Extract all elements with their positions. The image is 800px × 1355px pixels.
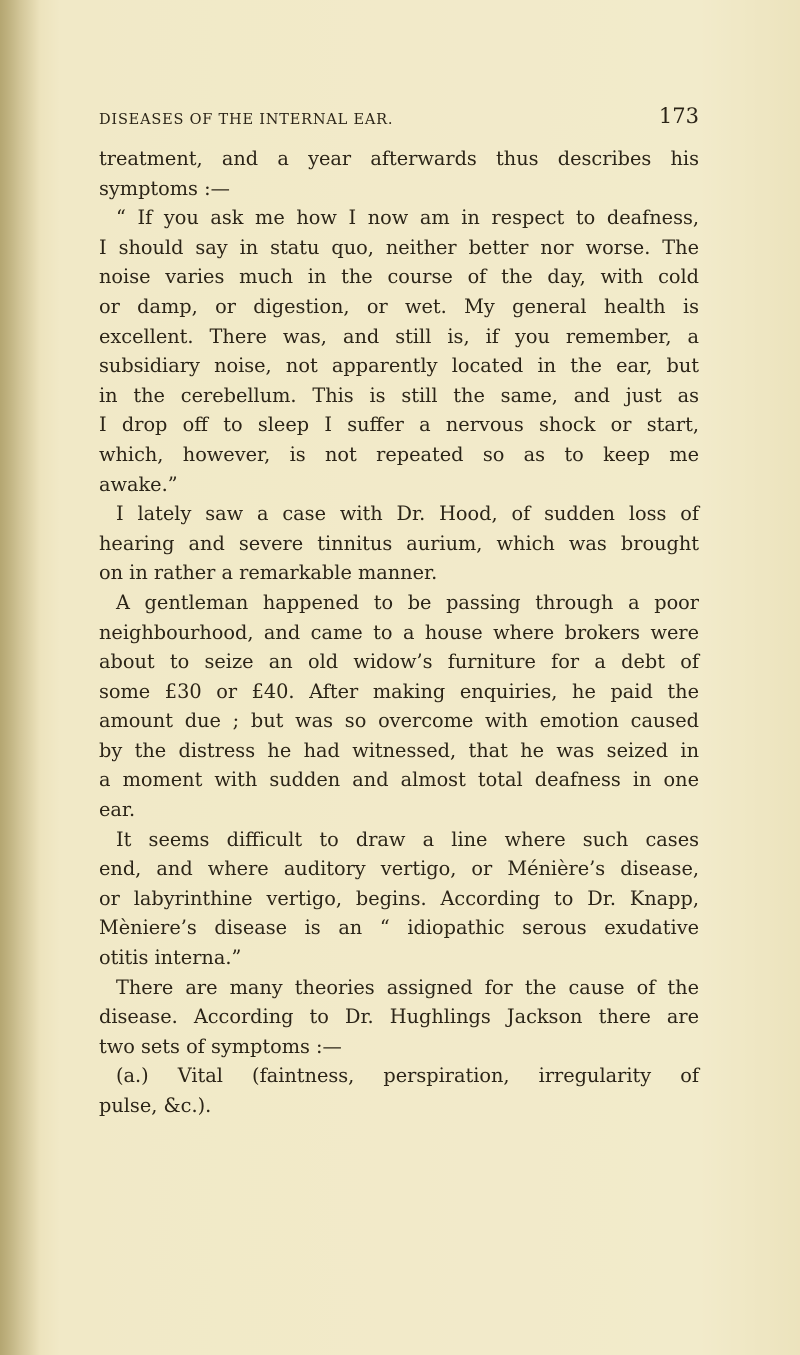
text-line: or labyrinthine vertigo, begins. According to Dr. Knapp,: [99, 886, 699, 910]
text-line: treatment, and a year afterwards thus describes his: [99, 147, 699, 170]
text-line: about to seize an old widow’s furniture for a debt of: [99, 650, 699, 674]
text-line: in the cerebellum. This is still the same, and just as: [99, 383, 699, 407]
text-line: or damp, or digestion, or wet. My general health is: [99, 294, 699, 318]
text-line: ear.: [99, 798, 136, 822]
text-line: noise varies much in the course of the day, with cold: [99, 265, 699, 289]
page-number: 173: [658, 104, 699, 128]
text-line: a moment with sudden and almost total deafness in one: [99, 768, 699, 792]
text-line: (a.) Vital (faintness, perspiration, irregularity of: [116, 1064, 699, 1088]
text-line: A gentleman happened to be passing through a poor: [116, 590, 699, 614]
text-line: by the distress he had witnessed, that he was seized in: [99, 738, 699, 762]
text-line: excellent. There was, and still is, if you remember, a: [99, 324, 699, 348]
text-line: on in rather a remarkable manner.: [99, 561, 438, 585]
text-line: Mèniere’s disease is an “ idiopathic serous exudative: [99, 916, 699, 940]
text-line: two sets of symptoms :—: [99, 1034, 342, 1058]
text-line: some £30 or £40. After making enquiries, he paid the: [99, 679, 699, 703]
text-line: amount due ; but was so overcome with emotion caused: [99, 709, 699, 733]
text-line: disease. According to Dr. Hughlings Jackson there are: [99, 1005, 699, 1029]
text-line: I lately saw a case with Dr. Hood, of sudden loss of: [116, 502, 699, 526]
text-line: hearing and severe tinnitus aurium, which was brought: [99, 531, 699, 555]
body-text: [99, 144, 699, 1121]
text-line: It seems difficult to draw a line where such cases: [116, 827, 699, 851]
text-line: pulse, &c.).: [99, 1094, 212, 1117]
spine-shadow: [0, 0, 40, 1355]
running-title: DISEASES OF THE INTERNAL EAR.: [99, 112, 394, 128]
text-line: I should say in statu quo, neither better nor worse. The: [99, 235, 699, 259]
text-line: neighbourhood, and came to a house where brokers were: [99, 620, 699, 644]
text-line: awake.”: [99, 472, 178, 496]
text-line: subsidiary noise, not apparently located in the ear, but: [99, 354, 699, 378]
text-line: end, and where auditory vertigo, or Ménière’s disease,: [99, 857, 699, 881]
text-line: “ If you ask me how I now am in respect to deafness,: [116, 206, 699, 230]
text-line: There are many theories assigned for the cause of the: [116, 975, 699, 999]
text-line: which, however, is not repeated so as to keep me: [99, 442, 699, 466]
text-line: symptoms :—: [99, 176, 230, 200]
text-line: otitis interna.”: [99, 946, 242, 970]
running-head: [99, 104, 699, 134]
text-line: I drop off to sleep I suffer a nervous shock or start,: [99, 413, 699, 437]
